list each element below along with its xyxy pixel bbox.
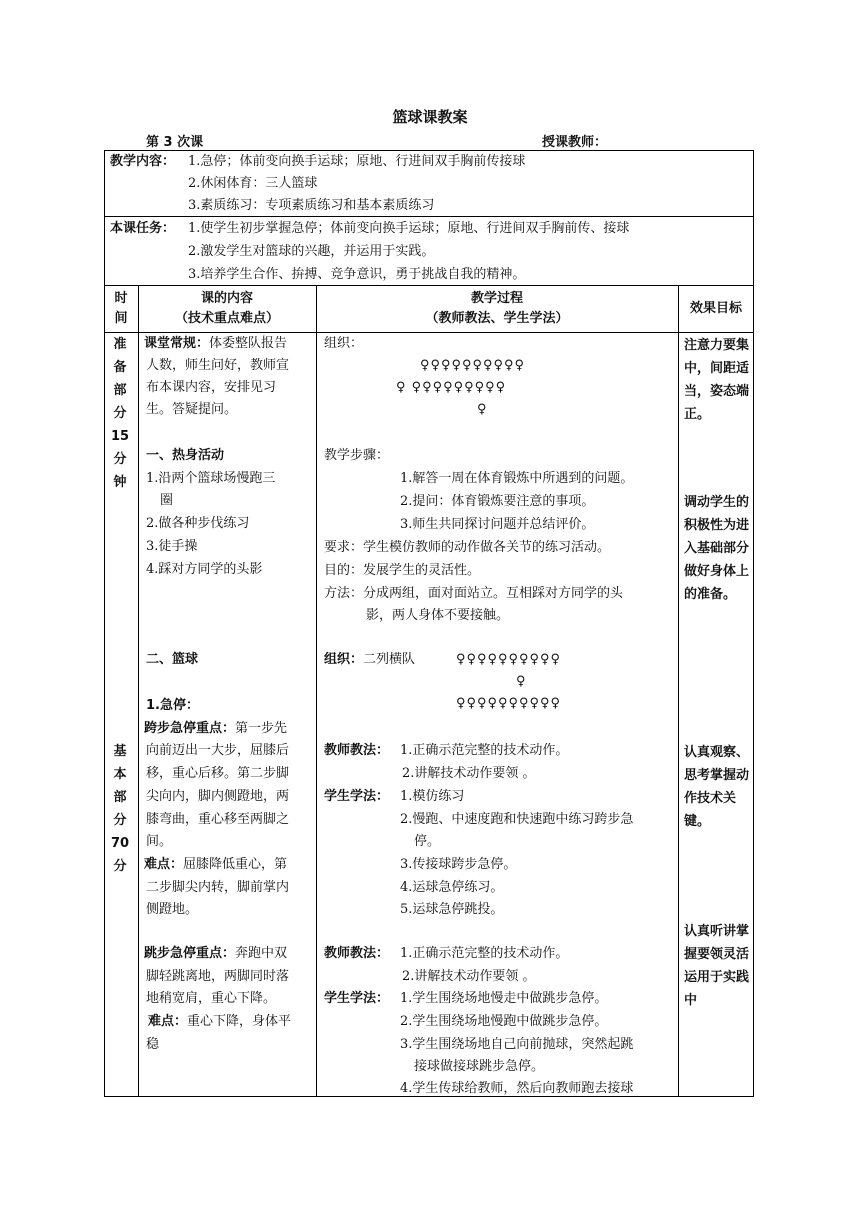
teacher-method-item: 2.讲解技术动作要领 。 [402,969,536,984]
header-content: 课的内容 （技术重点难点） [174,291,279,326]
basic-org: 组织：二列横队 [324,652,416,667]
requirement-text: 要求：学生模仿教师的动作做各关节的练习活动。 [324,540,611,555]
stride-stop-text: 跨步急停重点：第一步先 [144,721,288,736]
formation-row: ♀♀♀♀♀♀♀♀♀♀ [456,652,562,667]
jump-stop-text: 跳步急停重点：奔跑中双 [144,946,288,961]
stride-line: 移，重心后移。第二步脚 [146,766,290,781]
warmup-item: 圈 [160,493,174,508]
student-method-label: 学生学法： [324,991,390,1006]
prep-org-label: 组织： [324,336,364,351]
student-method-item: 1.模仿练习 [400,789,465,804]
page-title: 篮球课教案 [392,108,468,126]
teacher-label: 授课教师： [542,135,608,150]
warmup-item: 2.做各种步伐练习 [146,516,250,531]
tasks-label: 本课任务： [110,221,176,236]
method-text: 影，两人身体不要接触。 [366,608,510,623]
row-divider-content [104,216,754,217]
warmup-title: 一、热身活动 [146,448,225,463]
task-item-1: 1.使学生初步掌握急停；体前变向换手运球；原地、行进间双手胸前传、接球 [188,221,630,236]
student-method-item: 3.学生围绕场地自己向前抛球，突然起跳 [400,1037,634,1052]
step-item: 3.师生共同探讨问题并总结评价。 [400,517,595,532]
student-method-item: 4.运球急停练习。 [400,880,504,895]
task-item-2: 2.激发学生对篮球的兴趣，并运用于实践。 [188,244,435,259]
warmup-item: 3.徒手操 [146,539,198,554]
teacher-method-label: 教师教法： [324,946,390,961]
formation-row: ♀♀♀♀♀♀♀♀♀♀ [420,358,526,373]
formation-row: ♀ ♀♀♀♀♀♀♀♀♀ [396,380,507,395]
basic-effect-2: 认真听讲掌握要领灵活运用于实践中 [684,924,750,1008]
header-effect: 效果目标 [689,301,742,316]
difficulty-2: 难点：重心下降，身体平 [148,1014,292,1029]
step-item: 1.解答一周在体育锻炼中所遇到的问题。 [400,471,634,486]
stride-line: 向前迈出一大步，屈膝后 [146,743,290,758]
difficulty-line: 稳 [146,1037,160,1052]
aim-text: 目的：发展学生的灵活性。 [324,563,481,578]
step-item: 2.提问：体育锻炼要注意的事项。 [400,494,595,509]
basic-effect-1: 认真观察、思考掌握动作技术关键。 [684,745,750,829]
routine-line: 人数，师生问好，教师宣 [146,358,290,373]
routine-text: 课堂常规：体委整队报告 [144,336,288,351]
student-method-item: 1.学生围绕场地慢走中做跳步急停。 [400,991,608,1006]
warmup-item: 4.踩对方同学的头影 [146,562,263,577]
task-item-3: 3.培养学生合作、拚搏、竞争意识，勇于挑战自我的精神。 [188,267,526,282]
student-method-item: 2.慢跑、中速度跑和快速跑中练习跨步急 [400,812,634,827]
difficulty-line: 侧蹬地。 [146,902,199,917]
stride-line: 膝弯曲，重心移至两脚之 [146,812,290,827]
student-method-label: 学生学法： [324,789,390,804]
difficulty-1: 难点：屈膝降低重心，第 [144,857,288,872]
header-process: 教学过程 （教师教法、学生学法） [425,291,569,326]
student-method-item: 3.传接球跨步急停。 [400,857,517,872]
jump-line: 脚轻跳离地，两脚同时落 [146,969,290,984]
stop-title: 1.急停： [146,698,199,713]
col-divider-process [678,285,679,1097]
teacher-position: ♀ [477,402,488,417]
teacher-position: ♀ [516,674,527,689]
row-divider-tasks [104,285,754,286]
header-time: 时 间 [114,291,128,326]
student-method-item: 5.运球急停跳投。 [400,902,504,917]
basic-time-label: 基 本 部 分 70 分 [110,744,130,874]
content-label: 教学内容： [110,154,176,169]
student-method-item: 停。 [414,834,441,849]
routine-line: 布本课内容，安排见习 [146,380,277,395]
basketball-title: 二、篮球 [146,652,199,667]
prep-effect-2: 调动学生的积极性为进入基础部分做好身体上的准备。 [684,495,750,602]
teacher-method-item: 1.正确示范完整的技术动作。 [400,743,569,758]
steps-label: 教学步骤： [324,448,390,463]
warmup-item: 1.沿两个篮球场慢跑三 [146,471,276,486]
jump-line: 地稍宽肩，重心下降。 [146,991,277,1006]
lesson-number: 第 3 次课 [146,135,204,150]
difficulty-line: 二步脚尖内转，脚前掌内 [146,880,290,895]
col-divider-time [138,285,139,1097]
content-item-1: 1.急停；体前变向换手运球；原地、行进间双手胸前传接球 [188,154,526,169]
row-divider-header [104,332,754,333]
teacher-method-item: 2.讲解技术动作要领 。 [402,766,536,781]
teacher-method-label: 教师教法： [324,743,390,758]
stride-line: 尖向内，脚内侧蹬地，两 [146,789,290,804]
content-item-2: 2.休闲体育：三人篮球 [188,176,318,191]
student-method-item: 4.学生传球给教师，然后向教师跑去接球 [400,1081,634,1096]
student-method-item: 接球做接球跳步急停。 [414,1059,545,1074]
teacher-method-item: 1.正确示范完整的技术动作。 [400,946,569,961]
prep-effect-1: 注意力要集中，间距适当，姿态端正。 [684,338,750,422]
prep-time-label: 准 备 部 分 15 分 钟 [110,337,130,490]
formation-row: ♀♀♀♀♀♀♀♀♀♀ [456,696,562,711]
student-method-item: 2.学生围绕场地慢跑中做跳步急停。 [400,1014,608,1029]
method-text: 方法：分成两组，面对面站立。互相踩对方同学的头 [324,586,624,601]
stride-line: 间。 [146,834,173,849]
col-divider-content [316,285,317,1097]
content-item-3: 3.素质练习：专项素质练习和基本素质练习 [188,198,435,213]
routine-line: 生。答疑提问。 [146,402,238,417]
